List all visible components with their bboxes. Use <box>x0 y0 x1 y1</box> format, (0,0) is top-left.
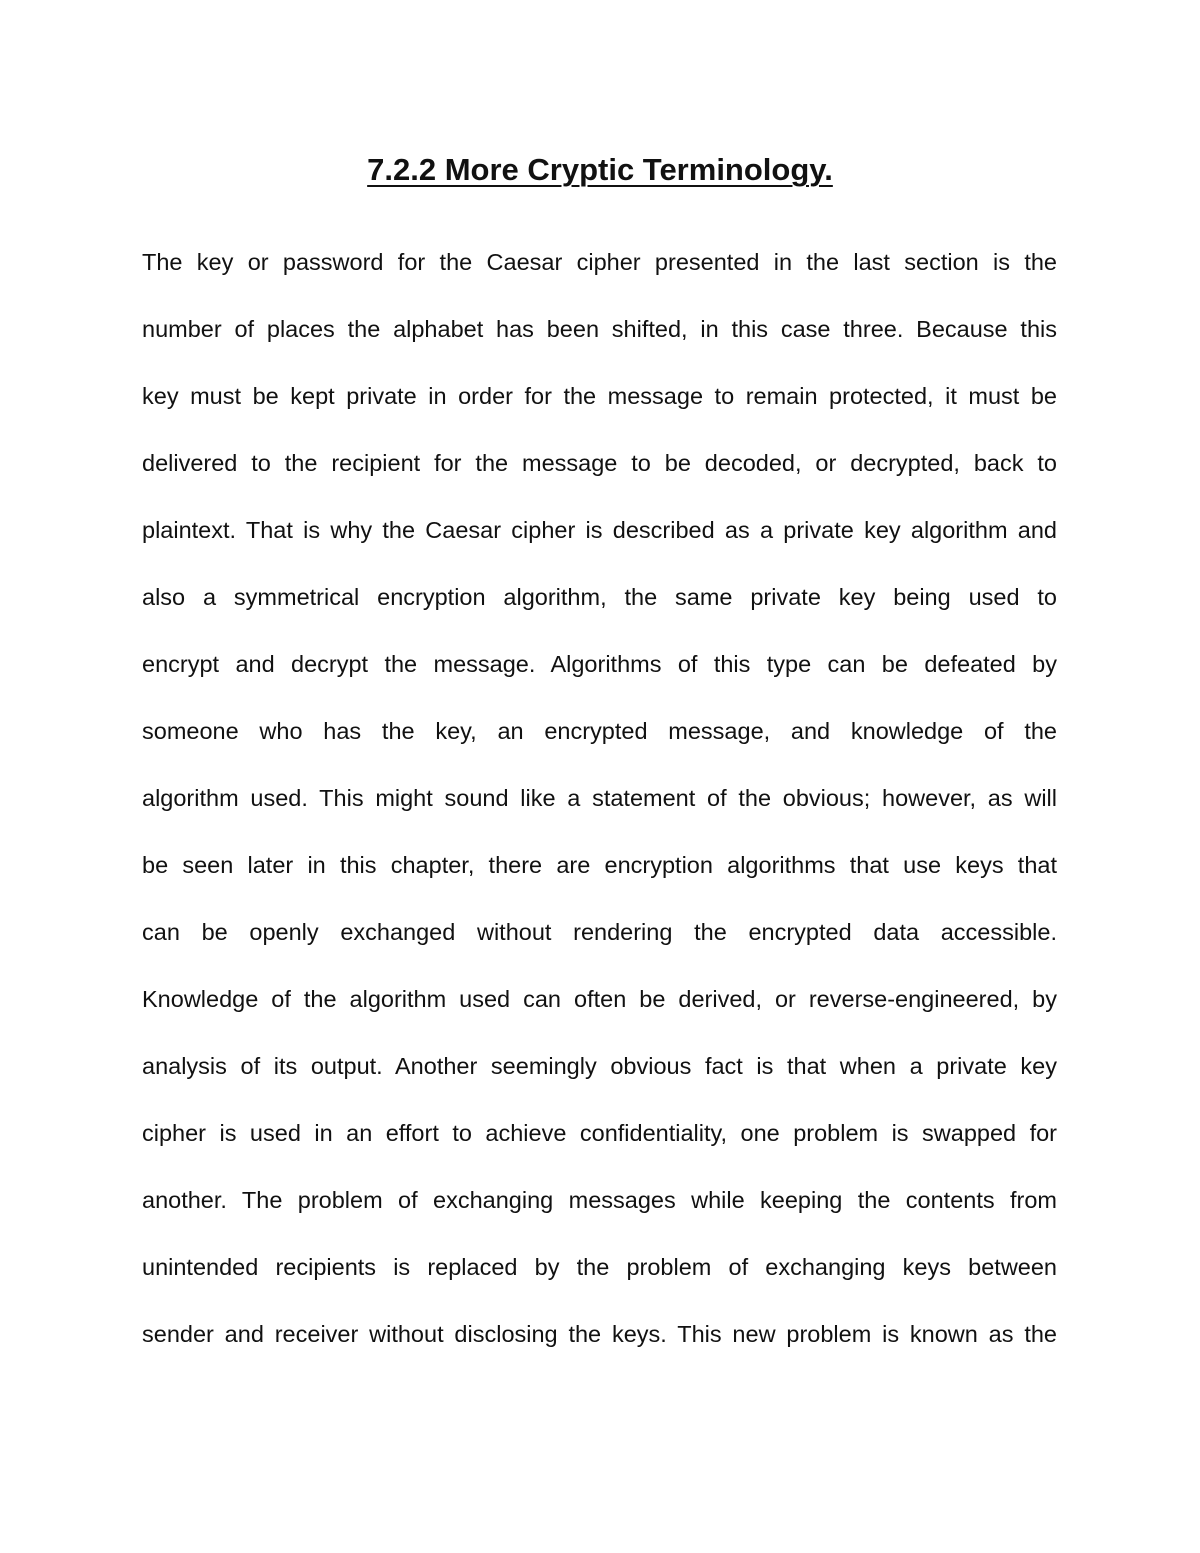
paragraph-line: analysis of its output. Another seemingly obvious fact is that when a private key <box>142 1053 1057 1079</box>
body-paragraph <box>142 240 1057 1379</box>
paragraph-line: be seen later in this chapter, there are encryption algorithms that use keys that <box>142 852 1057 878</box>
paragraph-line: encrypt and decrypt the message. Algorithms of this type can be defeated by <box>142 651 1057 677</box>
paragraph-line: Knowledge of the algorithm used can often be derived, or reverse-engineered, by <box>142 986 1057 1012</box>
paragraph-line: someone who has the key, an encrypted message, and knowledge of the <box>142 718 1057 744</box>
paragraph-line: sender and receiver without disclosing the keys. This new problem is known as the <box>142 1321 1057 1347</box>
paragraph-line: unintended recipients is replaced by the problem of exchanging keys between <box>142 1254 1057 1280</box>
paragraph-line: The key or password for the Caesar cipher presented in the last section is the <box>142 249 1057 275</box>
paragraph-line: key must be kept private in order for the message to remain protected, it must be <box>142 383 1057 409</box>
paragraph-line: also a symmetrical encryption algorithm, the same private key being used to <box>142 584 1057 610</box>
paragraph-line: number of places the alphabet has been shifted, in this case three. Because this <box>142 316 1057 342</box>
paragraph-line: another. The problem of exchanging messages while keeping the contents from <box>142 1187 1057 1213</box>
paragraph-line: delivered to the recipient for the message to be decoded, or decrypted, back to <box>142 450 1057 476</box>
section-heading: 7.2.2 More Cryptic Terminology. <box>367 152 833 187</box>
paragraph-line: plaintext. That is why the Caesar cipher is described as a private key algorithm and <box>142 517 1057 543</box>
paragraph-line: algorithm used. This might sound like a statement of the obvious; however, as will <box>142 785 1057 811</box>
paragraph-line: cipher is used in an effort to achieve confidentiality, one problem is swapped for <box>142 1120 1057 1146</box>
paragraph-line: can be openly exchanged without rendering the encrypted data accessible. <box>142 919 1057 945</box>
